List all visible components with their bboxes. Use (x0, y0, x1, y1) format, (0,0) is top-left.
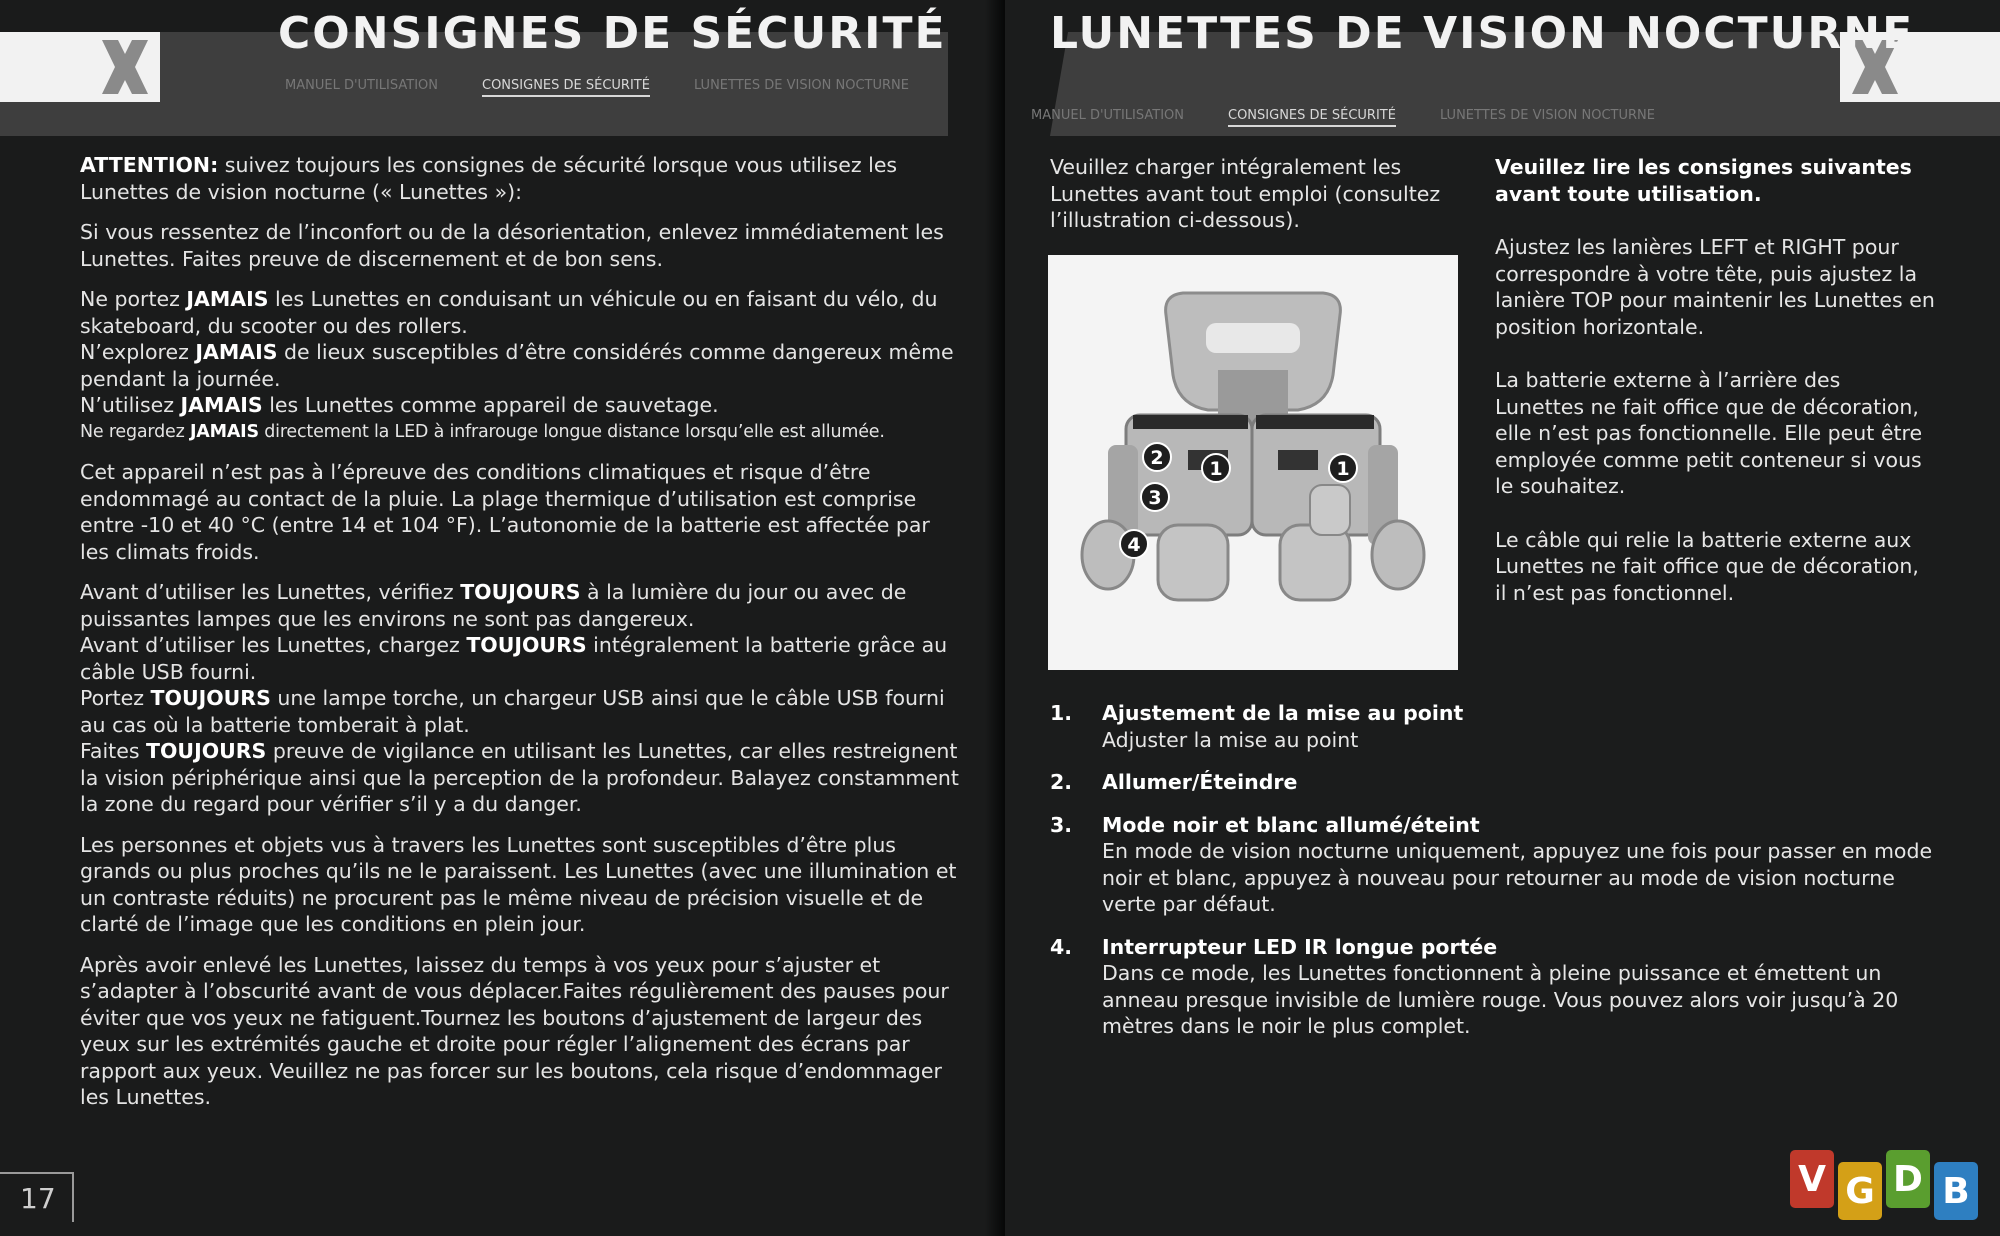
list-item: 2. Allumer/Éteindre (1050, 770, 1298, 794)
goggles-illustration (1048, 255, 1458, 670)
page-title: LUNETTES DE VISION NOCTURNE (1050, 8, 1915, 59)
nav-item-manuel: MANUEL D'UTILISATION (1031, 108, 1184, 123)
paragraph: Faites TOUJOURS preuve de vigilance en utilisant les Lunettes, car elles restreignent la vision périphérique ainsi que la perception de la profondeur. Balayez constamment la zone du regard pour vérifier s’il y a du danger. (80, 739, 959, 816)
paragraph: Ne portez JAMAIS les Lunettes en conduisant un véhicule ou en faisant du vélo, du skateboard, du scooter ou des rollers. (80, 287, 938, 338)
callout-1-left (1202, 454, 1230, 482)
safety-text (80, 152, 960, 1125)
page-number: 17 (0, 1172, 74, 1222)
paragraph: Les personnes et objets vus à travers les Lunettes sont susceptibles d’être plus grands ou plus proches qu’ils ne le paraissent. Les Lunettes (avec une illumination et un contraste réduits) ne procurent pas le même niveau de précision visuelle et de clarté de l’image que les conditions en plein jour. (80, 832, 957, 936)
right-page (1005, 0, 2000, 1236)
svg-text:3: 3 (1148, 487, 1162, 509)
instructions-column (1495, 154, 1935, 633)
paragraph: N’explorez JAMAIS de lieux susceptibles d’être considérés comme dangereux même pendant la journée. (80, 340, 954, 391)
paragraph: La batterie externe à l’arrière des Lunettes ne fait office que de décoration, elle n’est pas fonctionnelle. Elle peut être employée comme petit conteneur si vous le souhaitez. (1495, 368, 1923, 498)
nav-item-lunettes: LUNETTES DE VISION NOCTURNE (693, 78, 909, 93)
intro-text: Veuillez charger intégralement les Lunettes avant tout emploi (consultez l’illustration ci-dessous). (1050, 155, 1441, 232)
callout-2 (1143, 443, 1171, 471)
paragraph: Avant d’utiliser les Lunettes, chargez TOUJOURS intégralement la batterie grâce au câble USB fourni. (80, 633, 948, 684)
instructions-heading: Veuillez lire les consignes suivantes avant toute utilisation. (1495, 155, 1912, 206)
paragraph: Ne regardez JAMAIS directement la LED à infrarouge longue distance lorsqu’elle est allumée. (80, 421, 885, 442)
paragraph: Si vous ressentez de l’inconfort ou de la désorientation, enlevez immédiatement les Lunettes. Faites preuve de discernement et de bon sens. (80, 220, 944, 271)
svg-text:2: 2 (1150, 447, 1164, 469)
svg-text:4: 4 (1127, 534, 1141, 556)
nav-item-manuel: MANUEL D'UTILISATION (285, 78, 438, 93)
logo-letter-g: G (1838, 1162, 1882, 1220)
nav-item-consignes: CONSIGNES DE SÉCURITÉ (482, 78, 650, 97)
callout-3 (1141, 483, 1169, 511)
list-item: 1. Ajustement de la mise au point Adjuster la mise au point (1050, 701, 1464, 752)
controls-list (1050, 700, 1950, 1056)
list-item: 3. Mode noir et blanc allumé/éteint En mode de vision nocturne uniquement, appuyez une fois pour passer en mode noir et blanc, appuyez à nouveau pour retourner au mode de vision nocturne verte par défaut. (1050, 812, 1933, 916)
nav-item-lunettes: LUNETTES DE VISION NOCTURNE (1439, 108, 1655, 123)
callout-4 (1120, 530, 1148, 558)
list-item: 4. Interrupteur LED IR longue portée Dans ce mode, les Lunettes fonctionnent à pleine puissance et émettent un anneau presque invisible de lumière rouge. Vous pouvez alors voir jusqu’à 20 mètres dans le noir le plus complet. (1050, 934, 1899, 1038)
breadcrumb-nav (285, 78, 953, 97)
page-title: CONSIGNES DE SÉCURITÉ (278, 8, 947, 59)
left-x-logo-box (0, 32, 160, 102)
svg-text:1: 1 (1336, 458, 1350, 480)
paragraph: N’utilisez JAMAIS les Lunettes comme appareil de sauvetage. (80, 393, 719, 417)
paragraph: ATTENTION: suivez toujours les consignes de sécurité lorsque vous utilisez les Lunettes de vision nocturne (« Lunettes »): (80, 153, 898, 204)
paragraph: Avant d’utiliser les Lunettes, vérifiez TOUJOURS à la lumière du jour ou avec de puissantes lampes que les environs ne sont pas dangereux. (80, 580, 907, 631)
breadcrumb-nav (1031, 108, 1699, 127)
x-logo-icon (90, 32, 160, 102)
logo-letter-b: B (1934, 1162, 1978, 1220)
vgdb-watermark-logo (1790, 1150, 1990, 1230)
logo-letter-v: V (1790, 1150, 1834, 1208)
logo-letter-d: D (1886, 1150, 1930, 1208)
nav-item-consignes: CONSIGNES DE SÉCURITÉ (1228, 108, 1396, 127)
paragraph: Après avoir enlevé les Lunettes, laissez du temps à vos yeux pour s’ajuster et s’adapter à l’obscurité avant de vous déplacer.Faites régulièrement des pauses pour éviter que vos yeux ne fatiguent.Tournez les boutons d’ajustement de largeur des yeux sur les extrémités gauche et droite pour régler l’alignement des écrans par rapport aux yeux. Veuillez ne pas forcer sur les boutons, cela risque d’endommager les Lunettes. (80, 952, 949, 1109)
callout-1-right (1329, 454, 1357, 482)
paragraph: Portez TOUJOURS une lampe torche, un chargeur USB ainsi que le câble USB fourni au cas où la batterie tomberait à plat. (80, 686, 945, 737)
paragraph: Cet appareil n’est pas à l’épreuve des conditions climatiques et risque d’être endommagé au contact de la pluie. La plage thermique d’utilisation est comprise entre -10 et 40 °C (entre 14 et 104 °F). L’autonomie de la batterie est affectée par les climats froids. (80, 460, 930, 564)
night-vision-goggles-image (1048, 255, 1458, 670)
svg-text:1: 1 (1209, 458, 1223, 480)
paragraph: Le câble qui relie la batterie externe aux Lunettes ne fait office que de décoration, il n’est pas fonctionnel. (1495, 527, 1919, 605)
paragraph: Ajustez les lanières LEFT et RIGHT pour correspondre à votre tête, puis ajustez la lanière TOP pour maintenir les Lunettes en position horizontale. (1495, 235, 1935, 339)
